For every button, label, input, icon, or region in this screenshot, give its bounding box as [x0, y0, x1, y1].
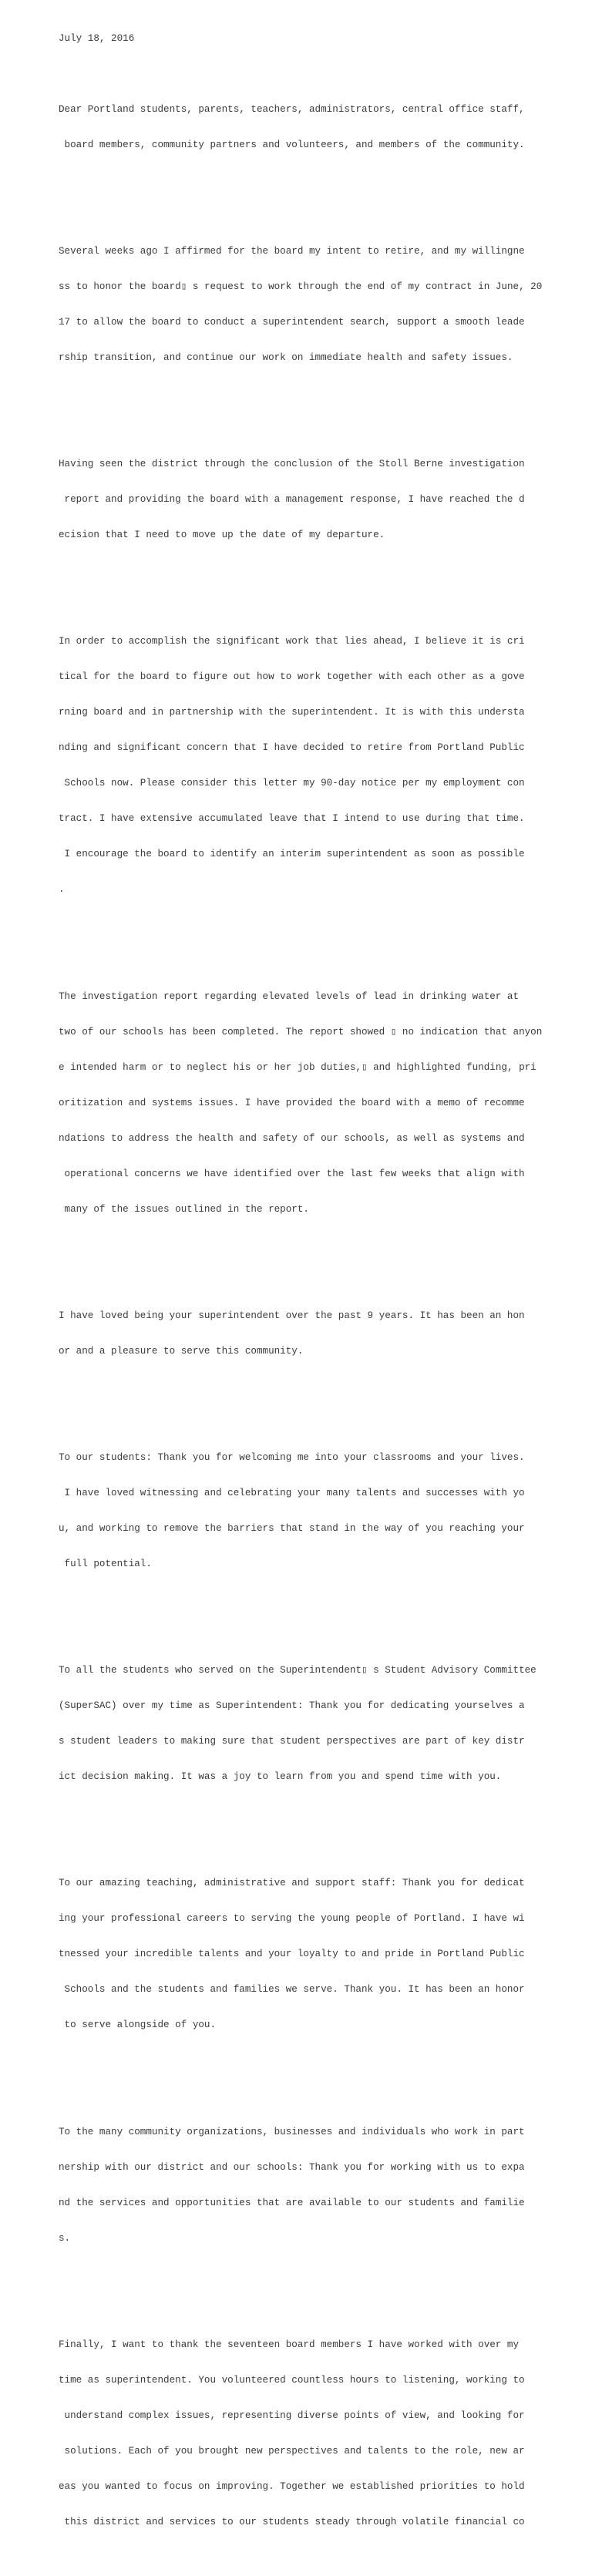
text-line: I have loved being your superintendent over the past 9 years. It has been an hon — [59, 1310, 525, 1321]
text-line: ss to honor the board▯ s request to work through the end of my contract in June, 20 — [59, 281, 543, 292]
text-line: To our amazing teaching, administrative and support staff: Thank you for dedicat — [59, 1878, 525, 1889]
text-line: Dear Portland students, parents, teachers, administrators, central office staff, — [59, 103, 525, 115]
text-line: Several weeks ago I affirmed for the board my intent to retire, and my willingne — [59, 245, 525, 257]
text-line: To our students: Thank you for welcoming me into your classrooms and your lives. — [59, 1451, 525, 1463]
investigation-paragraph — [59, 435, 583, 565]
text-line: Schools now. Please consider this letter my 90-day notice per my employment con — [59, 778, 525, 789]
text-line: understand complex issues, representing diverse points of view, and looking for — [59, 2410, 525, 2421]
board-members-paragraph — [59, 2315, 583, 2552]
text-line: (SuperSAC) over my time as Superintendent: Thank you for dedicating yourselves a — [59, 1700, 525, 1712]
text-line: Finally, I want to thank the seventeen board members I have worked with over my — [59, 2339, 520, 2350]
supersac-paragraph — [59, 1641, 583, 1807]
community-paragraph — [59, 2103, 583, 2268]
letter-document — [59, 9, 583, 2576]
letter-date: July 18, 2016 — [59, 32, 135, 44]
text-line: time as superintendent. You volunteered countless hours to listening, working to — [59, 2374, 525, 2386]
notice-paragraph — [59, 613, 583, 920]
text-line: to serve alongside of you. — [59, 2019, 217, 2031]
text-line: nership with our district and our schools: Thank you for working with us to expa — [59, 2161, 525, 2173]
text-line: tnessed your incredible talents and your loyalty to and pride in Portland Public — [59, 1949, 525, 1960]
text-line: solutions. Each of you brought new perspectives and talents to the role, new ar — [59, 2445, 525, 2457]
text-line: nding and significant concern that I have decided to retire from Portland Public — [59, 742, 525, 754]
text-line: or and a pleasure to serve this community. — [59, 1345, 304, 1357]
text-line: two of our schools has been completed. The report showed ▯ no indication that anyon — [59, 1026, 543, 1037]
text-line: I have loved witnessing and celebrating your many talents and successes with yo — [59, 1487, 525, 1498]
text-line: 17 to allow the board to conduct a superintendent search, support a smooth leade — [59, 316, 525, 328]
text-line: ecision that I need to move up the date of my departure. — [59, 530, 385, 541]
text-line: s. — [59, 2232, 71, 2244]
text-line: ndations to address the health and safety of our schools, as well as systems and — [59, 1132, 525, 1144]
text-line: To the many community organizations, businesses and individuals who work in part — [59, 2126, 525, 2137]
text-line: e intended harm or to neglect his or her job duties,▯ and highlighted funding, pri — [59, 1061, 536, 1073]
text-line: tract. I have extensive accumulated leave that I intend to use during that time. — [59, 813, 525, 825]
text-line: ing your professional careers to serving the young people of Portland. I have wi — [59, 1913, 525, 1925]
retirement-intent-paragraph — [59, 222, 583, 388]
students-paragraph — [59, 1428, 583, 1594]
text-line: this district and services to our students steady through volatile financial co — [59, 2516, 525, 2527]
text-line: tical for the board to figure out how to work together with each other as a gove — [59, 671, 525, 683]
text-line: . — [59, 884, 65, 896]
text-line: s student leaders to making sure that student perspectives are part of key distr — [59, 1736, 525, 1747]
lead-report-paragraph — [59, 967, 583, 1239]
gratitude-paragraph — [59, 1286, 583, 1381]
text-line: ict decision making. It was a joy to learn from you and spend time with you. — [59, 1771, 502, 1783]
text-line: oritization and systems issues. I have provided the board with a memo of recomme — [59, 1097, 525, 1108]
text-line: nd the services and opportunities that are available to our students and familie — [59, 2197, 525, 2208]
text-line: Having seen the district through the conclusion of the Stoll Berne investigation — [59, 459, 525, 470]
text-line: full potential. — [59, 1559, 152, 1570]
text-line: Schools and the students and families we serve. Thank you. It has been an honor — [59, 1984, 525, 1996]
text-line: eas you wanted to focus on improving. Together we established priorities to hold — [59, 2480, 525, 2492]
text-line: report and providing the board with a management response, I have reached the d — [59, 494, 525, 506]
text-line: operational concerns we have identified over the last few weeks that align with — [59, 1168, 525, 1179]
text-line: rning board and in partnership with the superintendent. It is with this understa — [59, 707, 525, 718]
text-line: To all the students who served on the Superintendent▯ s Student Advisory Committee — [59, 1665, 536, 1676]
text-line: board members, community partners and volunteers, and members of the community. — [59, 139, 525, 150]
text-line: many of the issues outlined in the report. — [59, 1203, 309, 1215]
text-line: The investigation report regarding elevated levels of lead in drinking water at — [59, 990, 520, 1002]
text-line: I encourage the board to identify an interim superintendent as soon as possible — [59, 849, 525, 860]
text-line: rship transition, and continue our work on immediate health and safety issues. — [59, 351, 513, 363]
staff-paragraph — [59, 1855, 583, 2056]
salutation-paragraph — [59, 80, 583, 175]
text-line: u, and working to remove the barriers that stand in the way of you reaching your — [59, 1523, 525, 1534]
text-line: In order to accomplish the significant work that lies ahead, I believe it is cri — [59, 636, 525, 647]
